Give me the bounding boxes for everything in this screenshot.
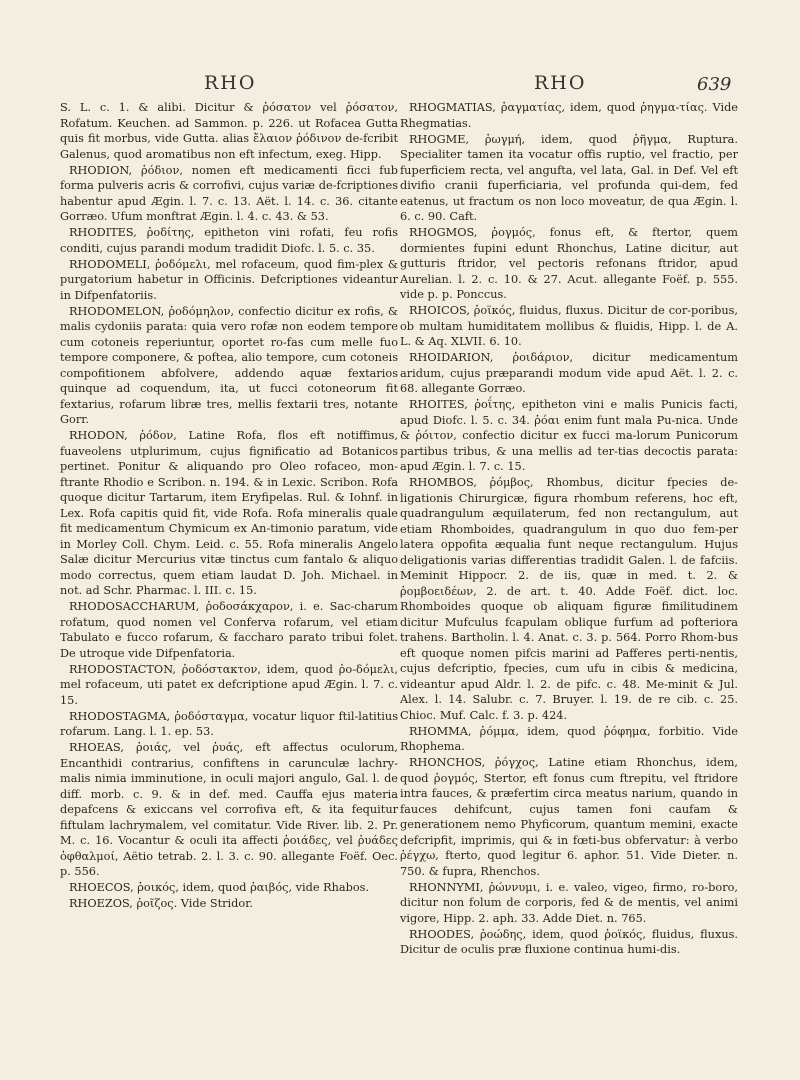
dictionary-entry: RHOGMOS, ῥογμός, fonus eft, & ftertor, quem dormientes fupini edunt Rhonchus, Latine dicitur, aut gutturis ftridor, vel pectoris refonans ftridor, apud Aurelian. l. 2. c. 10. & 27. Acut. allegante Foëf. p. 555. vide p. p. Ponccus.	[400, 226, 738, 301]
dictionary-entry: RHODOMELON, ῥοδόμηλον, confectio dicitur ex rofis, & malis cydoniis parata: quia vero rofæ non eodem tempore cum cotoneis reperiuntur, oportet ro-fas cum melle fuo tempore componere, & poftea, alio tempore, cum cotoneis compofitionem abfolvere, addendo aquæ fextarios quinque ad coquendum, ita, ut fucci cotoneorum fit fextarius, rofarum libræ tres, mellis fextarii tres, notante Gorr.	[60, 304, 398, 426]
dictionary-entry: RHOICOS, ῥοϊκός, fluidus, fluxus. Dicitur de cor-poribus, ob multam humiditatem mollibus & fluidis, Hipp. l. de A. L. & Aq. XLVII. 6. 10.	[400, 304, 738, 348]
dictionary-entry: RHOEZOS, ῥοῖζος. Vide Stridor.	[69, 897, 253, 910]
dictionary-entry: RHOGME, ῥωγμή, idem, quod ῥῆγμα, Ruptura. Specialiter tamen ita vocatur offis ruptio, vel fractio, per fuperficiem recta, vel angufta, vel lata, Gal. in Def. Vel eft divifio cranii fuperficiaria, vel profunda qui-dem, fed eatenus, ut fractum os non loco moveatur, de qua Ægin. l. 6. c. 90. Caft.	[400, 132, 738, 223]
dictionary-entry: RHOMBOS, ῥόμβος, Rhombus, dicitur fpecies de-ligationis Chirurgicæ, figura rhombum referens, hoc eft, quadrangulum æquilaterum, fed non rectangulum, aut etiam Rhomboides, quadrangulum in quo duo fem-per latera oppofita æqualia funt neque rectangulum. Hujus deligationis varias differentias tradidit Galen. l. de fafciis. Meminit Hippocr. 2. de iis, quæ in med. t. 2. & ῥομβοειδέων, 2. de art. t. 40. Adde Foëf. dict. loc. Rhomboides quoque ob aliquam figuræ fimilitudinem dicitur Mufculus fcapulam oblique furfum ad pofteriora trahens. Bartholin. l. 4. Anat. c. 3. p. 564. Porro Rhom-bus eft quoque nomen pifcis marini ad Pafferes perti-nentis, cujus defcriptio, fpecies, cum ufu in cibis & medicina, videantur apud Aldr. l. 2. de pifc. c. 48. Me-minit & Jul. Alex. l. 14. Salubr. c. 7. Bruyer. l. 19. de re cib. c. 25. Chioc. Muf. Calc. f. 3. p. 424.	[400, 476, 738, 722]
dictionary-entry: RHODOSTACTON, ῥοδόστακτον, idem, quod ῥο-δόμελι, mel rofaceum, uti patet ex defcriptione apud Ægin. l. 7. c. 15.	[60, 662, 398, 707]
dictionary-entry: RHODOMELI, ῥοδόμελι, mel rofaceum, quod fim-plex & purgatorium habetur in Officinis. Defcriptiones videantur in Difpenfatoriis.	[60, 257, 398, 302]
dictionary-entry: RHOIDARION, ῥοιδάριον, dicitur medicamentum aridum, cujus præparandi modum vide apud Aët. l. 2. c. 68. allegante Gorræo.	[400, 351, 738, 395]
dictionary-entry: RHOITES, ῥοΐτης, epitheton vini e malis Punicis facti, apud Diofc. l. 5. c. 34. ῥόαι enim funt mala Pu-nica. Unde & ῥόιτον, confectio dicitur ex fucci ma-lorum Punicorum partibus tribus, & una mellis ad ter-tias decoctis parata: apud Ægin. l. 7. c. 15.	[400, 398, 738, 473]
dictionary-entry: RHOEAS, ῥοιάς, vel ῥυάς, eft affectus oculorum, Encanthidi contrarius, confiftens in carunculæ lachry-malis nimia imminutione, in oculi majori angulo, Gal. l. de diff. morb. c. 9. & in def. med. Cauffa ejus materia depafcens & exiccans vel corrofiva eft, & ita fequitur fiftulam lachrymalem, vel comitatur. Vide River. lib. 2. Pr. M. c. 16. Vocantur & oculi ita affecti ῥοιάδες, vel ῥυάδες ὀφθαλμοί, Aëtio tetrab. 2. l. 3. c. 90. allegante Foëf. Oec. p. 556.	[60, 741, 398, 878]
dictionary-entry: RHOECOS, ῥοικός, idem, quod ῥαιβός, vide Rhabos.	[69, 881, 370, 894]
dictionary-entry: RHONNYMI, ῥώννυμι, i. e. valeo, vigeo, firmo, ro-boro, dicitur non folum de corporis, fed & de mentis, vel animi vigore, Hipp. 2. aph. 33. Adde Diet. n. 765.	[400, 880, 738, 925]
dictionary-entry: RHOGMATIAS, ῥαγματίας, idem, quod ῥηγμα-τίας. Vide Rhegmatias.	[400, 101, 738, 130]
dictionary-entry: RHODON, ῥόδον, Latine Rofa, flos eft notiffimus, fuaveolens utplurimum, cujus fignificatio ad Botanicos pertinet. Ponitur & aliquando pro Oleo rofaceo, mon-ftrante Rhodio e Scribon. n. 194. & in Lexic. Scribon. Rofa quoque dicitur Tartarum, item Eryfipelas. Rul. & Iohnf. in Lex. Rofa capitis quid fit, vide Rofa. Rofa mineralis quale fit medicamentum Chymicum ex An-timonio paratum, vide in Morley Coll. Chym. Leid. c. 55. Rofa mineralis Angelo Salæ dicitur Mercurius vitæ tinctus cum fantalo & aliquo modo correctus, quem etiam laudat D. Joh. Michael. in not. ad Schr. Pharmac. l. III. c. 15.	[60, 429, 398, 597]
running-head-left: RHO	[204, 72, 257, 94]
dictionary-entry: RHONCHOS, ῥόγχος, Latine etiam Rhonchus, idem, quod ῥογμός, Stertor, eft fonus cum ftrepitu, vel ftridore intra fauces, & præfertim circa meatus narium, quando in fauces dehifcunt, cujus tamen foni caufam & generationem nemo Phyficorum, quantum memini, exacte defcripfit, imprimis, qui & in fœti-bus obfervatur: à verbo ῥέγχω, fterto, quod legitur 6. aphor. 51. Vide Dieter. n. 750. & fupra, Rhenchos.	[400, 756, 738, 878]
dictionary-entry: RHOMMA, ῥόμμα, idem, quod ῥόφημα, forbitio. Vide Rhophema.	[400, 724, 738, 753]
running-head-right: RHO	[534, 72, 587, 94]
dictionary-entry: RHODOSACCHARUM, ῥοδοσάκχαρον, i. e. Sac-charum rofatum, quod nomen vel Conferva rofarum, vel etiam Tabulato e fucco rofarum, & faccharo parato tribui folet. De utroque vide Difpenfatoria.	[60, 600, 398, 660]
dictionary-entry: S. L. c. 1. & alibi. Dicitur & ῥόσατον vel ῥόσατον, Rofatum. Keuchen. ad Sammon. p. 226. ut Rofacea Gutta quis fit morbus, vide Gutta. alias ἔλαιον ῥόδινον de-fcribit Galenus, quod aromatibus non eft infectum, exeg. Hipp.	[60, 101, 398, 161]
left-column	[60, 100, 398, 912]
dictionary-entry: RHODOSTAGMA, ῥοδόσταγμα, vocatur liquor ftil-latitius rofarum. Lang. l. 1. ep. 53.	[60, 709, 398, 738]
dictionary-entry: RHOODES, ῥοώδης, idem, quod ῥοϊκός, fluidus, fluxus. Dicitur de oculis præ fluxione continua humi-dis.	[400, 927, 738, 956]
dictionary-entry: RHODION, ῥόδιον, nomen eft medicamenti ficci fub forma pulveris acris & corrofivi, cujus variæ de-fcriptiones habentur apud Ægin. l. 7. c. 13. Aët. l. 14. c. 36. citante Gorræo. Ufum monftrat Ægin. l. 4. c. 43. & 53.	[60, 163, 398, 223]
dictionary-entry: RHODITES, ῥοδίτης, epitheton vini rofati, feu rofis conditi, cujus parandi modum tradidit Diofc. l. 5. c. 35.	[60, 226, 398, 255]
page-number: 639	[697, 74, 732, 95]
right-column	[400, 100, 738, 958]
